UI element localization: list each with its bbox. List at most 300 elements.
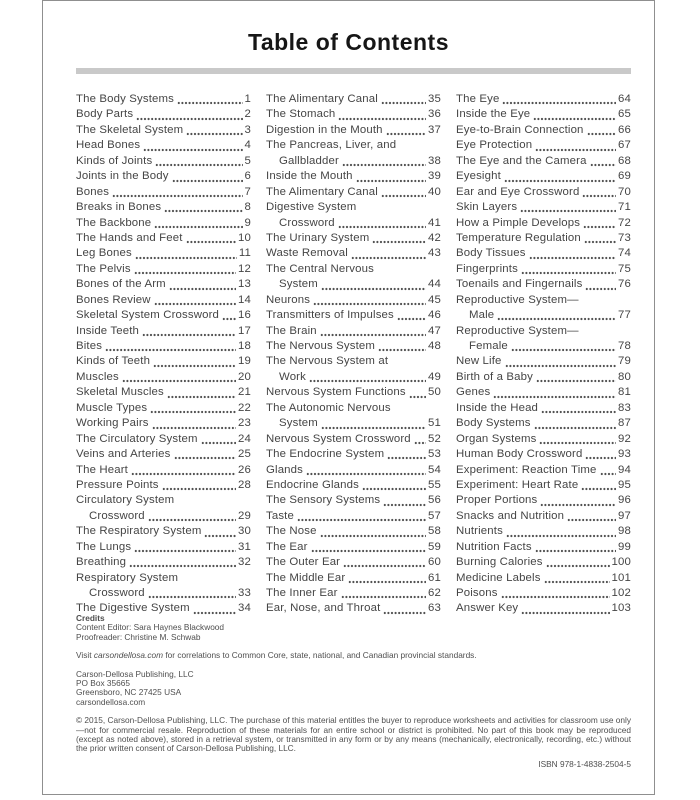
visit-website-text: carsondellosa.com — [93, 650, 164, 661]
toc-entry — [76, 185, 251, 200]
toc-entry-page-number: 33 — [238, 587, 251, 599]
toc-entry-label: The Alimentary Canal — [266, 93, 378, 105]
toc-entry-continuation — [76, 586, 251, 601]
toc-entry-label: Experiment: Reaction Time — [456, 463, 597, 476]
toc-entry — [456, 123, 631, 138]
toc-entry — [266, 432, 441, 447]
dotted-leader — [372, 231, 426, 246]
toc-entry-page-number: 52 — [428, 432, 441, 445]
dotted-leader — [585, 277, 616, 292]
toc-entry-page-number: 103 — [611, 602, 631, 615]
toc-entry-label: Digestive System — [266, 201, 357, 214]
toc-entry — [266, 586, 441, 601]
toc-entry-page-number: 5 — [244, 154, 251, 167]
credits-lines — [76, 623, 631, 642]
dotted-leader — [351, 246, 426, 261]
toc-entry — [76, 493, 251, 508]
toc-entry-label: The Ear — [266, 540, 308, 553]
toc-entry-label: The Nose — [266, 525, 317, 538]
toc-entry-page-number: 20 — [238, 370, 251, 383]
dotted-leader — [536, 370, 616, 385]
toc-entry — [266, 401, 441, 416]
toc-entry — [456, 524, 631, 539]
dotted-leader — [502, 92, 616, 107]
toc-entry-label: Experiment: Heart Rate — [456, 478, 579, 491]
toc-entry-label: Respiratory System — [76, 571, 179, 584]
toc-entry — [456, 447, 631, 462]
toc-entry — [76, 107, 251, 122]
toc-entry-page-number: 97 — [618, 509, 631, 522]
toc-entry-label: Veins and Arteries — [76, 448, 171, 461]
toc-entry-page-number: 102 — [611, 587, 631, 599]
toc-entry-page-number: 81 — [618, 386, 631, 399]
toc-entry-page-number: 25 — [238, 448, 251, 461]
toc-entry-page-number: 14 — [238, 293, 251, 306]
toc-entry-page-number: 77 — [618, 309, 631, 322]
dotted-leader — [493, 385, 616, 400]
toc-entry — [76, 416, 251, 431]
dotted-leader — [356, 169, 426, 184]
dotted-leader — [338, 107, 426, 122]
toc-entry-page-number: 62 — [428, 587, 441, 599]
toc-entry-label: Neurons — [266, 293, 311, 306]
toc-entry-label: The Pancreas, Liver, and — [266, 139, 397, 152]
toc-entry-page-number: 46 — [428, 309, 441, 322]
toc-column-2 — [266, 92, 441, 617]
toc-entry — [76, 324, 251, 339]
toc-entry — [266, 185, 441, 200]
toc-entry-page-number: 68 — [618, 154, 631, 167]
toc-entry-label: Gallbladder — [279, 154, 339, 167]
dotted-leader — [222, 308, 236, 323]
dotted-leader — [162, 478, 236, 493]
toc-entry-page-number: 10 — [238, 231, 251, 244]
toc-entry-label: Bites — [76, 340, 103, 352]
toc-entry-label: Digestion in the Mouth — [266, 123, 383, 136]
toc-entry — [456, 432, 631, 447]
toc-entry-page-number: 101 — [611, 571, 631, 584]
toc-entry-label: Pressure Points — [76, 478, 159, 491]
toc-entry — [266, 246, 441, 261]
toc-entry-page-number: 54 — [428, 463, 441, 476]
address-line: carsondellosa.com — [76, 696, 146, 707]
toc-entry-page-number: 7 — [244, 185, 251, 198]
toc-entry-page-number: 76 — [618, 278, 631, 291]
toc-entry — [76, 169, 251, 184]
toc-entry-label: Eye Protection — [456, 139, 533, 152]
toc-entry-page-number: 59 — [428, 540, 441, 553]
toc-entry — [76, 246, 251, 261]
toc-entry-page-number: 44 — [428, 278, 441, 291]
toc-entry-label: Joints in the Body — [76, 170, 169, 183]
toc-entry — [76, 231, 251, 246]
toc-entry-label: Bones Review — [76, 293, 151, 306]
toc-entry-label: Inside the Eye — [456, 108, 531, 121]
toc-entry — [456, 324, 631, 339]
toc-entry-page-number: 42 — [428, 231, 441, 244]
toc-entry-label: The Inner Ear — [266, 587, 338, 599]
dotted-leader — [583, 216, 616, 231]
toc-entry-label: The Nervous System at — [266, 355, 389, 368]
dotted-leader — [386, 123, 426, 138]
toc-entry-label: The Central Nervous — [266, 262, 374, 275]
toc-entry-label: The Respiratory System — [76, 525, 202, 538]
toc-entry — [76, 339, 251, 354]
toc-entry-label: New Life — [456, 355, 502, 368]
toc-entry — [456, 463, 631, 478]
toc-entry-label: The Hands and Feet — [76, 231, 183, 244]
toc-entry-label: Breathing — [76, 556, 127, 569]
toc-entry — [456, 262, 631, 277]
dotted-leader — [582, 185, 616, 200]
address-line: Carson-Dellosa Publishing, LLC — [76, 668, 194, 679]
toc-entry — [76, 293, 251, 308]
dotted-leader — [148, 509, 236, 524]
toc-entry-page-number: 35 — [428, 93, 441, 105]
toc-entry — [266, 339, 441, 354]
toc-entry-page-number: 29 — [238, 509, 251, 522]
toc-entry-label: Inside the Mouth — [266, 170, 353, 183]
toc-entry-label: Birth of a Baby — [456, 370, 533, 383]
toc-entry — [456, 478, 631, 493]
toc-entry-label: Reproductive System— — [456, 293, 579, 306]
toc-entry-label: Body Parts — [76, 108, 134, 121]
visit-suffix: for correlations to Common Core, state, national, and Canadian provincial standards. — [163, 650, 477, 661]
dotted-leader — [497, 308, 616, 323]
toc-entry-label: Breaks in Bones — [76, 201, 162, 214]
toc-entry-label: Endocrine Glands — [266, 478, 359, 491]
toc-entry-page-number: 73 — [618, 231, 631, 244]
toc-entry-page-number: 3 — [244, 123, 251, 136]
toc-entry-page-number: 99 — [618, 540, 631, 553]
dotted-leader — [134, 540, 236, 555]
toc-entry — [76, 216, 251, 231]
dotted-leader — [585, 447, 616, 462]
visit-note — [76, 651, 631, 660]
toc-entry-page-number: 69 — [618, 170, 631, 183]
toc-entry — [266, 571, 441, 586]
toc-entry — [456, 169, 631, 184]
toc-entry — [456, 555, 631, 570]
toc-entry-continuation — [266, 277, 441, 292]
toc-entry — [456, 385, 631, 400]
dotted-leader — [587, 123, 616, 138]
footer — [76, 614, 631, 763]
dotted-leader — [154, 293, 236, 308]
toc-entry-page-number: 63 — [428, 602, 441, 615]
credits-heading: Credits — [76, 613, 105, 623]
dotted-leader — [155, 154, 242, 169]
toc-entry-page-number: 57 — [428, 509, 441, 522]
toc-entry-label: Crossword — [279, 216, 335, 229]
dotted-leader — [584, 231, 616, 246]
toc-entry-label: Body Tissues — [456, 247, 526, 260]
dotted-leader — [511, 339, 616, 354]
toc-entry — [456, 246, 631, 261]
dotted-leader — [154, 216, 242, 231]
toc-entry-page-number: 31 — [238, 540, 251, 553]
toc-entry — [456, 231, 631, 246]
toc-entry — [266, 324, 441, 339]
toc-entry — [456, 200, 631, 215]
toc-entry — [266, 478, 441, 493]
toc-entry-label: Glands — [266, 463, 303, 476]
toc-entry — [456, 401, 631, 416]
toc-entry — [76, 277, 251, 292]
dotted-leader — [105, 339, 236, 354]
toc-entry-label: Male — [469, 309, 495, 322]
toc-entry — [266, 540, 441, 555]
dotted-leader — [148, 586, 236, 601]
toc-entry — [266, 447, 441, 462]
toc-entry — [266, 354, 441, 369]
toc-entry — [266, 524, 441, 539]
toc-entry-label: System — [279, 417, 318, 430]
toc-entry-page-number: 16 — [238, 309, 251, 322]
toc-entry-page-number: 53 — [428, 448, 441, 461]
toc-entry — [266, 493, 441, 508]
dotted-leader — [136, 107, 242, 122]
address-line: PO Box 35665 — [76, 678, 130, 689]
toc-entry-page-number: 95 — [618, 478, 631, 491]
isbn-text: ISBN 978-1-4838-2504-5 — [538, 759, 631, 769]
toc-entry — [266, 107, 441, 122]
toc-entry-page-number: 51 — [428, 417, 441, 430]
toc-entry-page-number: 49 — [428, 370, 441, 383]
toc-entry — [266, 169, 441, 184]
toc-entry — [266, 555, 441, 570]
toc-entry — [76, 401, 251, 416]
toc-entry-page-number: 37 — [428, 123, 441, 136]
toc-entry-page-number: 38 — [428, 154, 441, 167]
visit-prefix: Visit — [76, 650, 94, 661]
toc-entry-label: Crossword — [89, 587, 145, 599]
toc-entry-label: The Stomach — [266, 108, 336, 121]
dotted-leader — [343, 555, 426, 570]
toc-entry-label: Skeletal System Crossword — [76, 309, 220, 322]
dotted-leader — [311, 540, 426, 555]
toc-entry-label: Head Bones — [76, 139, 141, 152]
toc-entry — [76, 92, 251, 107]
toc-entry-label: Snacks and Nutrition — [456, 509, 565, 522]
dotted-leader — [590, 154, 616, 169]
toc-entry-label: The Circulatory System — [76, 432, 198, 445]
toc-entry-page-number: 36 — [428, 108, 441, 121]
toc-entry — [456, 138, 631, 153]
toc-entry-label: Medicine Labels — [456, 571, 541, 584]
toc-entry — [266, 509, 441, 524]
dotted-leader — [381, 185, 426, 200]
toc-entry — [266, 200, 441, 215]
toc-entry-page-number: 93 — [618, 448, 631, 461]
toc-entry — [456, 185, 631, 200]
toc-entry-page-number: 74 — [618, 247, 631, 260]
toc-entry-label: Poisons — [456, 587, 498, 599]
toc-entry-label: Reproductive System— — [456, 324, 579, 337]
toc-entry-label: Bones — [76, 185, 110, 198]
toc-entry — [76, 308, 251, 323]
toc-entry-label: System — [279, 278, 318, 291]
dotted-leader — [129, 555, 236, 570]
toc-entry-page-number: 13 — [238, 278, 251, 291]
dotted-leader — [544, 571, 610, 586]
toc-entry — [456, 586, 631, 601]
toc-entry-page-number: 94 — [618, 463, 631, 476]
credit-line: Proofreader: Christine M. Schwab — [76, 631, 201, 642]
toc-entry — [456, 540, 631, 555]
toc-entry-page-number: 26 — [238, 463, 251, 476]
toc-entry-page-number: 72 — [618, 216, 631, 229]
dotted-leader — [172, 169, 243, 184]
toc-entry-label: Eye-to-Brain Connection — [456, 123, 584, 136]
toc-entry-page-number: 48 — [428, 340, 441, 352]
toc-entry-continuation — [266, 370, 441, 385]
toc-entry-label: Waste Removal — [266, 247, 348, 260]
dotted-leader — [153, 354, 236, 369]
dotted-leader — [535, 138, 616, 153]
toc-entry — [266, 463, 441, 478]
dotted-leader — [134, 262, 236, 277]
toc-entry-label: Temperature Regulation — [456, 231, 581, 244]
toc-entry-page-number: 96 — [618, 494, 631, 507]
toc-entry — [76, 385, 251, 400]
dotted-leader — [387, 447, 426, 462]
toc-entry-continuation — [266, 216, 441, 231]
publisher-address-block — [76, 670, 631, 708]
toc-entry-page-number: 47 — [428, 324, 441, 337]
dotted-leader — [142, 324, 236, 339]
toc-entry-page-number: 87 — [618, 417, 631, 430]
dotted-leader — [506, 524, 616, 539]
toc-entry-label: The Middle Ear — [266, 571, 346, 584]
toc-entry — [456, 216, 631, 231]
toc-entry-page-number: 66 — [618, 123, 631, 136]
toc-entry-label: Working Pairs — [76, 417, 149, 430]
toc-entry — [456, 493, 631, 508]
toc-entry — [456, 92, 631, 107]
dotted-leader — [309, 370, 426, 385]
copyright-text: © 2015, Carson-Dellosa Publishing, LLC. The purchase of this material entitles the buyer to reproduce worksheets and activities for classroom use only—not for commercial resale. Reproduction of these materials for an entire school or district is prohibited. No part of this book may be reproduced (except as noted above), stored in a retrieval system, or transmitted in any form or by any means (mechanically, electronically, recording, etc.) without the prior written consent of Carson-Dellosa Publishing, LLC. — [76, 715, 631, 754]
toc-entry-page-number: 70 — [618, 185, 631, 198]
toc-entry-label: The Skeletal System — [76, 123, 184, 136]
page-title: Table of Contents — [247, 29, 449, 55]
toc-entry-page-number: 65 — [618, 108, 631, 121]
toc-entry — [266, 92, 441, 107]
dotted-leader — [539, 432, 616, 447]
toc-entry-label: Leg Bones — [76, 247, 132, 260]
toc-entry-page-number: 4 — [244, 139, 251, 152]
toc-entry — [456, 370, 631, 385]
toc-entry-continuation — [266, 154, 441, 169]
toc-entry — [456, 571, 631, 586]
toc-entry-label: The Autonomic Nervous — [266, 401, 391, 414]
toc-entry-label: Muscle Types — [76, 401, 148, 414]
dotted-leader — [320, 524, 426, 539]
toc-entry — [76, 555, 251, 570]
toc-entry-page-number: 71 — [618, 201, 631, 214]
dotted-leader — [533, 107, 616, 122]
toc-entry — [266, 231, 441, 246]
dotted-leader — [143, 138, 242, 153]
dotted-leader — [348, 571, 426, 586]
toc-entry-page-number: 9 — [244, 216, 251, 229]
toc-entry-page-number: 24 — [238, 432, 251, 445]
toc-entry-label: Human Body Crossword — [456, 448, 583, 461]
toc-entry-page-number: 58 — [428, 525, 441, 538]
toc-column-3 — [456, 92, 631, 617]
dotted-leader — [297, 509, 426, 524]
toc-entry-label: Organ Systems — [456, 432, 537, 445]
toc-entry-label: Transmitters of Impulses — [266, 309, 394, 322]
dotted-leader — [409, 385, 426, 400]
toc-entry-label: The Backbone — [76, 216, 152, 229]
toc-entry-page-number: 32 — [238, 556, 251, 569]
toc-entry — [76, 524, 251, 539]
toc-entry — [266, 385, 441, 400]
toc-entry-label: Muscles — [76, 370, 119, 383]
dotted-leader — [169, 277, 236, 292]
toc-entry-label: Nutrients — [456, 525, 503, 538]
dotted-leader — [164, 200, 242, 215]
toc-entry — [266, 123, 441, 138]
toc-entry-continuation — [456, 339, 631, 354]
toc-entry — [76, 478, 251, 493]
dotted-leader — [135, 246, 237, 261]
dotted-leader — [112, 185, 242, 200]
toc-entry-label: Fingerprints — [456, 262, 518, 275]
toc-entry-label: Nutrition Facts — [456, 540, 532, 553]
toc-columns — [76, 92, 631, 617]
dotted-leader — [581, 478, 616, 493]
toc-entry-page-number: 60 — [428, 556, 441, 569]
dotted-leader — [521, 262, 616, 277]
toc-entry-label: Toenails and Fingernails — [456, 278, 583, 291]
dotted-leader — [186, 123, 242, 138]
toc-entry-page-number: 2 — [244, 108, 251, 121]
toc-entry-page-number: 6 — [244, 170, 251, 183]
toc-entry-page-number: 23 — [238, 417, 251, 430]
toc-entry-label: Circulatory System — [76, 494, 175, 507]
toc-entry-page-number: 64 — [618, 93, 631, 105]
toc-entry-label: Nervous System Crossword — [266, 432, 411, 445]
dotted-leader — [540, 493, 616, 508]
toc-entry-label: The Urinary System — [266, 231, 370, 244]
toc-entry-label: Inside the Head — [456, 401, 539, 414]
toc-entry-label: The Eye and the Camera — [456, 154, 587, 167]
toc-entry-label: Ear, Nose, and Throat — [266, 602, 381, 615]
toc-entry-page-number: 40 — [428, 185, 441, 198]
toc-entry-page-number: 67 — [618, 139, 631, 152]
toc-entry-page-number: 83 — [618, 401, 631, 414]
dotted-leader — [341, 586, 426, 601]
toc-entry-label: The Eye — [456, 93, 500, 105]
dotted-leader — [321, 277, 426, 292]
toc-entry — [76, 571, 251, 586]
dotted-leader — [541, 401, 616, 416]
toc-entry — [76, 262, 251, 277]
toc-entry-page-number: 45 — [428, 293, 441, 306]
toc-column-1 — [76, 92, 251, 617]
dotted-leader — [338, 216, 426, 231]
toc-entry-label: The Heart — [76, 463, 128, 476]
toc-entry-page-number: 34 — [238, 602, 251, 615]
dotted-leader — [306, 463, 426, 478]
toc-entry-page-number: 19 — [238, 355, 251, 368]
dotted-leader — [383, 493, 426, 508]
toc-entry-label: The Body Systems — [76, 93, 174, 105]
toc-entry — [76, 540, 251, 555]
toc-entry-page-number: 11 — [238, 247, 251, 260]
